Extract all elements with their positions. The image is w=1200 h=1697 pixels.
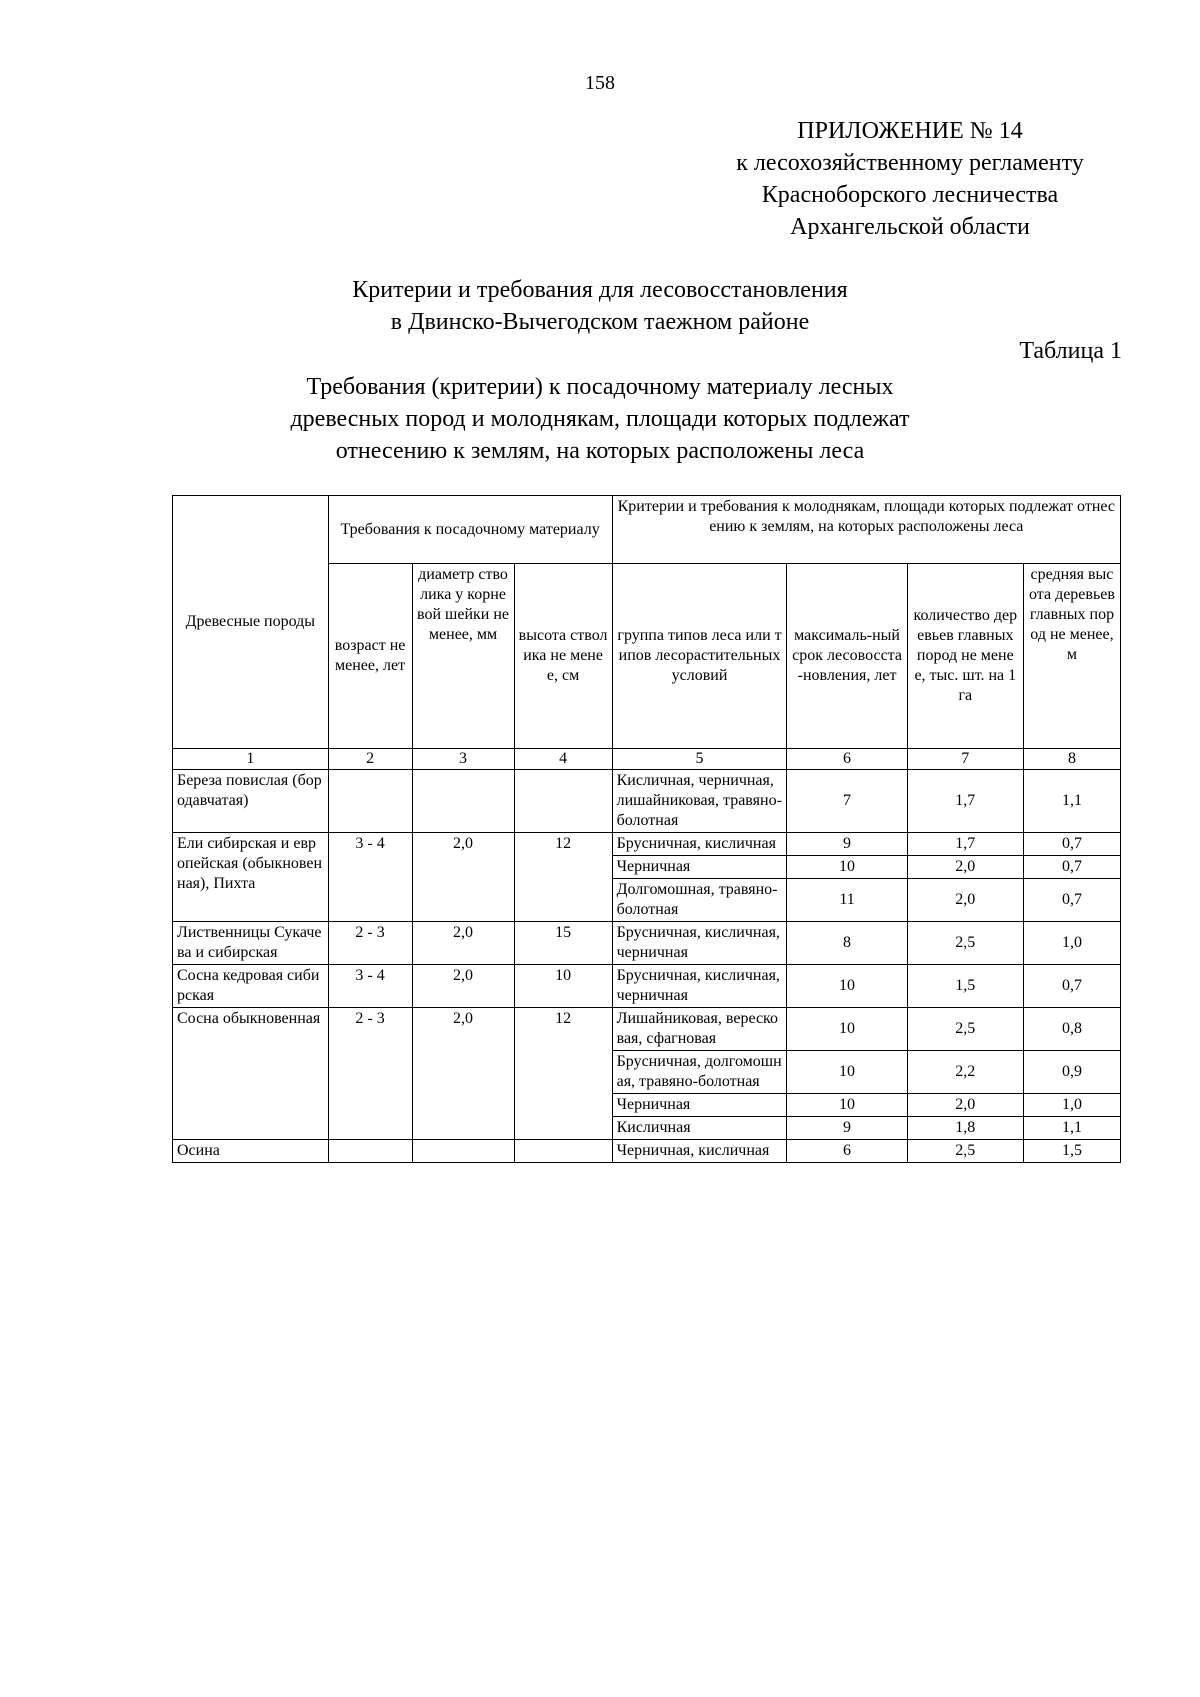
forest-type-cell: Кисличная, черничная, лишайниковая, травяно-болотная <box>612 770 787 833</box>
heading-line: Критерии и требования для лесовосстановления <box>352 277 848 303</box>
diameter-cell <box>412 770 514 833</box>
header-avg-height: средняя высота деревьев главных пород не менее, м <box>1023 564 1120 749</box>
column-number: 2 <box>328 749 412 770</box>
diameter-cell: 2,0 <box>412 922 514 965</box>
count-cell: 1,5 <box>907 965 1023 1008</box>
term-cell: 11 <box>787 879 907 922</box>
avg-height-cell: 0,7 <box>1023 856 1120 879</box>
species-cell: Сосна кедровая сибирская <box>173 965 329 1008</box>
avg-height-cell: 1,0 <box>1023 1094 1120 1117</box>
count-cell: 2,5 <box>907 1140 1023 1163</box>
height-cell: 15 <box>514 922 612 965</box>
count-cell: 2,0 <box>907 1094 1023 1117</box>
count-cell: 2,0 <box>907 879 1023 922</box>
table-row <box>173 833 1121 856</box>
header-count: количество деревьев главных пород не менее, тыс. шт. на 1 га <box>907 564 1023 749</box>
appendix-line: Архангельской области <box>790 214 1030 240</box>
heading-line: в Двинско-Вычегодском таежном районе <box>390 309 810 335</box>
count-cell: 1,8 <box>907 1117 1023 1140</box>
forest-type-cell: Брусничная, кисличная, черничная <box>612 922 787 965</box>
table-row <box>173 965 1121 1008</box>
avg-height-cell: 0,9 <box>1023 1051 1120 1094</box>
caption-line: Требования (критерии) к посадочному материалу лесных <box>306 374 894 400</box>
height-cell: 10 <box>514 965 612 1008</box>
page-number: 158 <box>585 72 615 94</box>
term-cell: 10 <box>787 1051 907 1094</box>
forest-type-cell: Брусничная, кисличная <box>612 833 787 856</box>
table-caption <box>170 371 1030 467</box>
term-cell: 9 <box>787 1117 907 1140</box>
diameter-cell: 2,0 <box>412 1008 514 1140</box>
species-cell: Лиственницы Сукачева и сибирская <box>173 922 329 965</box>
species-cell: Осина <box>173 1140 329 1163</box>
appendix-header <box>690 115 1130 243</box>
count-cell: 2,2 <box>907 1051 1023 1094</box>
appendix-title: ПРИЛОЖЕНИЕ № 14 <box>797 118 1023 144</box>
count-cell: 2,5 <box>907 922 1023 965</box>
caption-line: древесных пород и молоднякам, площади которых подлежат <box>290 406 910 432</box>
forest-type-cell: Кисличная <box>612 1117 787 1140</box>
count-cell: 1,7 <box>907 833 1023 856</box>
header-forest-type: группа типов леса или типов лесорастительных условий <box>612 564 787 749</box>
age-cell <box>328 770 412 833</box>
age-cell: 2 - 3 <box>328 922 412 965</box>
count-cell: 2,0 <box>907 856 1023 879</box>
diameter-cell: 2,0 <box>412 833 514 922</box>
table-row <box>173 1140 1121 1163</box>
column-number-row <box>173 749 1121 770</box>
header-diameter: диаметр стволика у корневой шейки не менее, мм <box>412 564 514 749</box>
diameter-cell: 2,0 <box>412 965 514 1008</box>
avg-height-cell: 0,7 <box>1023 833 1120 856</box>
term-cell: 7 <box>787 770 907 833</box>
age-cell <box>328 1140 412 1163</box>
forest-type-cell: Черничная <box>612 856 787 879</box>
species-cell: Сосна обыкновенная <box>173 1008 329 1140</box>
species-cell: Ели сибирская и европейская (обыкновенная), Пихта <box>173 833 329 922</box>
term-cell: 10 <box>787 965 907 1008</box>
table-row <box>173 922 1121 965</box>
column-number: 6 <box>787 749 907 770</box>
column-number: 5 <box>612 749 787 770</box>
header-age: возраст не менее, лет <box>328 564 412 749</box>
age-cell: 3 - 4 <box>328 965 412 1008</box>
column-number: 4 <box>514 749 612 770</box>
term-cell: 10 <box>787 1008 907 1051</box>
age-cell: 2 - 3 <box>328 1008 412 1140</box>
table-row <box>173 770 1121 833</box>
term-cell: 10 <box>787 1094 907 1117</box>
height-cell: 12 <box>514 1008 612 1140</box>
table-label: Таблица 1 <box>1019 338 1122 364</box>
term-cell: 9 <box>787 833 907 856</box>
forest-type-cell: Брусничная, кисличная, черничная <box>612 965 787 1008</box>
avg-height-cell: 1,1 <box>1023 1117 1120 1140</box>
height-cell <box>514 770 612 833</box>
diameter-cell <box>412 1140 514 1163</box>
header-planting-group: Требования к посадочному материалу <box>328 496 612 564</box>
avg-height-cell: 1,0 <box>1023 922 1120 965</box>
column-number: 7 <box>907 749 1023 770</box>
avg-height-cell: 0,8 <box>1023 1008 1120 1051</box>
table-row <box>173 1008 1121 1051</box>
term-cell: 10 <box>787 856 907 879</box>
species-cell: Береза повислая (бородавчатая) <box>173 770 329 833</box>
header-row <box>173 496 1121 564</box>
term-cell: 6 <box>787 1140 907 1163</box>
column-number: 3 <box>412 749 514 770</box>
count-cell: 2,5 <box>907 1008 1023 1051</box>
requirements-table <box>172 495 1121 1163</box>
header-young-group: Критерии и требования к молоднякам, площади которых подлежат отнесению к землям, на которых расположены леса <box>612 496 1120 564</box>
header-height: высота стволика не менее, см <box>514 564 612 749</box>
count-cell: 1,7 <box>907 770 1023 833</box>
avg-height-cell: 1,1 <box>1023 770 1120 833</box>
forest-type-cell: Брусничная, долгомошная, травяно-болотная <box>612 1051 787 1094</box>
caption-line: отнесению к землям, на которых расположены леса <box>335 438 865 464</box>
column-number: 8 <box>1023 749 1120 770</box>
age-cell: 3 - 4 <box>328 833 412 922</box>
forest-type-cell: Черничная <box>612 1094 787 1117</box>
header-species: Древесные породы <box>173 496 329 749</box>
height-cell <box>514 1140 612 1163</box>
term-cell: 8 <box>787 922 907 965</box>
height-cell: 12 <box>514 833 612 922</box>
section-heading <box>300 274 900 338</box>
forest-type-cell: Долгомошная, травяно-болотная <box>612 879 787 922</box>
forest-type-cell: Лишайниковая, вересковая, сфагновая <box>612 1008 787 1051</box>
appendix-line: к лесохозяйственному регламенту <box>736 150 1084 176</box>
header-term: максималь-ный срок лесовосста-новления, лет <box>787 564 907 749</box>
avg-height-cell: 1,5 <box>1023 1140 1120 1163</box>
forest-type-cell: Черничная, кисличная <box>612 1140 787 1163</box>
avg-height-cell: 0,7 <box>1023 965 1120 1008</box>
column-number: 1 <box>173 749 329 770</box>
avg-height-cell: 0,7 <box>1023 879 1120 922</box>
appendix-line: Красноборского лесничества <box>761 182 1059 208</box>
